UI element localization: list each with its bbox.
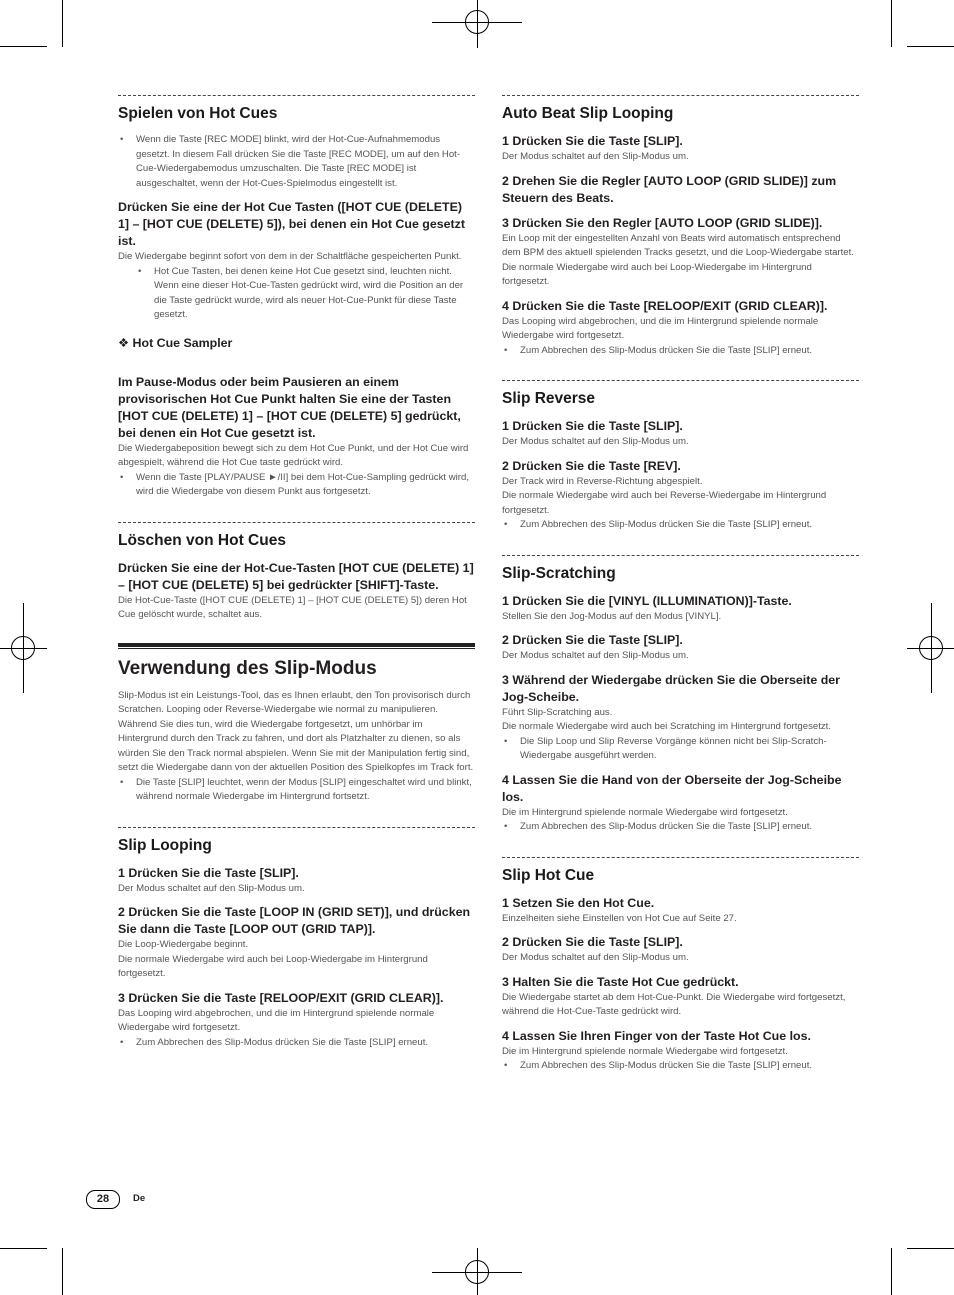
- section-heading-slip-scratching: Slip-Scratching: [502, 564, 616, 582]
- step-heading: Im Pause-Modus oder beim Pausieren an einem provisorischen Hot Cue Punkt halten Sie eine der Tasten [HOT CUE (DELETE) 1] – [HOT CUE (DELETE) 5] gedrückt, bei denen ein Hot Cue gesetzt ist.: [118, 374, 461, 440]
- right-column: [502, 93, 859, 1074]
- step-text: Stellen Sie den Jog-Modus auf den Modus [VINYL].: [502, 610, 722, 622]
- step-heading: 1 Drücken Sie die Taste [SLIP].: [118, 865, 299, 880]
- bullet-text: • Die Taste [SLIP] leuchtet, wenn der Modus [SLIP] eingeschaltet wird und blinkt, während normale Wiedergabe im Hintergrund fortsetzt.: [118, 776, 475, 805]
- step-text: Ein Loop mit der eingestellten Anzahl von Beats wird automatisch entsprechend dem BPM des aktuell spielenden Tracks gesetzt, und die Loop-Wiedergabe startet.: [502, 232, 854, 258]
- step-text: Führt Slip-Scratching aus.: [502, 706, 613, 718]
- step-heading: 1 Drücken Sie die [VINYL (ILLUMINATION)]-Taste.: [502, 593, 792, 608]
- registration-line: [931, 603, 932, 693]
- step-text: Das Looping wird abgebrochen, und die im Hintergrund spielende normale Wiedergabe wird fortgesetzt.: [502, 315, 819, 341]
- step-text: Die Loop-Wiedergabe beginnt.: [118, 939, 249, 950]
- step-text: Der Modus schaltet auf den Slip-Modus um.: [502, 436, 689, 447]
- step-heading: 4 Lassen Sie die Hand von der Oberseite der Jog-Scheibe los.: [502, 772, 842, 804]
- crop-mark: [0, 1248, 47, 1249]
- step-heading: 4 Drücken Sie die Taste [RELOOP/EXIT (GRID CLEAR)].: [502, 298, 828, 313]
- step-heading: 2 Drehen Sie die Regler [AUTO LOOP (GRID SLIDE)] zum Steuern des Beats.: [502, 173, 837, 205]
- step-text: Das Looping wird abgebrochen, und die im Hintergrund spielende normale Wiedergabe wird fortgesetzt.: [118, 1007, 435, 1033]
- step-heading: 4 Lassen Sie Ihren Finger von der Taste Hot Cue los.: [502, 1028, 811, 1043]
- subsection-heading-sampler: ❖ Hot Cue Sampler: [118, 335, 233, 350]
- bullet-text: • Wenn die Taste [PLAY/PAUSE ►/II] bei dem Hot-Cue-Sampling gedrückt wird, wird die Wiedergabe von diesem Punkt aus fortgesetzt.: [118, 471, 475, 500]
- crop-mark: [891, 1248, 892, 1295]
- section-heading-slip-hot-cue: Slip Hot Cue: [502, 866, 595, 884]
- step-text: Der Modus schaltet auf den Slip-Modus um.: [502, 952, 689, 963]
- bullet-text: • Zum Abbrechen des Slip-Modus drücken Sie die Taste [SLIP] erneut.: [502, 518, 859, 533]
- section-divider: [118, 95, 475, 96]
- step-text: Einzelheiten siehe Einstellen von Hot Cue auf Seite 27.: [502, 912, 737, 924]
- step-text: Die im Hintergrund spielende normale Wiedergabe wird fortgesetzt.: [502, 806, 788, 818]
- crop-mark: [62, 0, 63, 47]
- step-text: Die Hot-Cue-Taste ([HOT CUE (DELETE) 1] – [HOT CUE (DELETE) 5]) deren Hot Cue gelöscht wurde, schaltet aus.: [118, 594, 467, 620]
- step-text: Die normale Wiedergabe wird auch bei Reverse-Wiedergabe im Hintergrund fortgesetzt.: [502, 490, 827, 516]
- section-divider: [502, 857, 859, 858]
- step-heading: Drücken Sie eine der Hot Cue Tasten ([HOT CUE (DELETE) 1] – [HOT CUE (DELETE) 5]), bei denen ein Hot Cue gesetzt ist.: [118, 200, 465, 248]
- section-heading-hot-cues-play: Spielen von Hot Cues: [118, 105, 278, 122]
- section-divider: [502, 555, 859, 556]
- chapter-rule: [118, 643, 475, 649]
- section-heading-auto-beat: Auto Beat Slip Looping: [502, 105, 674, 122]
- step-text: Der Modus schaltet auf den Slip-Modus um.: [118, 882, 305, 894]
- step-heading: 1 Drücken Sie die Taste [SLIP].: [502, 134, 683, 148]
- step-heading: 2 Drücken Sie die Taste [SLIP].: [502, 935, 683, 949]
- step-heading: 3 Drücken Sie den Regler [AUTO LOOP (GRID SLIDE)].: [502, 215, 823, 230]
- bullet-text: • Zum Abbrechen des Slip-Modus drücken Sie die Taste [SLIP] erneut.: [502, 820, 859, 835]
- registration-line: [23, 603, 24, 693]
- section-heading-slip-reverse: Slip Reverse: [502, 390, 596, 407]
- step-heading: 3 Drücken Sie die Taste [RELOOP/EXIT (GRID CLEAR)].: [118, 990, 444, 1005]
- step-heading: 3 Halten Sie die Taste Hot Cue gedrückt.: [502, 974, 739, 989]
- bullet-text: • Wenn die Taste [REC MODE] blinkt, wird der Hot-Cue-Aufnahmemodus gesetzt. In diesem Fall drücken Sie die Taste [REC MODE], um auf den Hot-Cue-Wiedergabemodus umzuschalten. Die Taste [REC MODE] ist ausgeschaltet, wenn der Hot-Cues-Spielmodus eingestellt ist.: [118, 133, 475, 191]
- chapter-heading-slip-mode: Verwendung des Slip-Modus: [118, 657, 377, 679]
- crop-mark: [62, 1248, 63, 1295]
- section-divider: [502, 95, 859, 96]
- bullet-text: • Zum Abbrechen des Slip-Modus drücken Sie die Taste [SLIP] erneut.: [502, 1059, 859, 1074]
- registration-line: [477, 0, 478, 48]
- crop-mark: [907, 46, 954, 47]
- crop-mark: [907, 1248, 954, 1249]
- page-number: 28: [86, 1190, 120, 1209]
- registration-line: [477, 1248, 478, 1295]
- step-heading: 2 Drücken Sie die Taste [SLIP].: [502, 633, 683, 647]
- step-text: Der Track wird in Reverse-Richtung abgespielt.: [502, 475, 703, 487]
- step-text: Die Wiedergabeposition bewegt sich zu dem Hot Cue Punkt, und der Hot Cue wird abgespielt, während die Hot Cue taste gedrückt wird.: [118, 442, 469, 468]
- step-text: Der Modus schaltet auf den Slip-Modus um.: [502, 151, 689, 162]
- step-text: Der Modus schaltet auf den Slip-Modus um.: [502, 650, 689, 661]
- section-divider: [118, 827, 475, 828]
- step-heading: 1 Setzen Sie den Hot Cue.: [502, 895, 655, 910]
- step-heading: 1 Drücken Sie die Taste [SLIP].: [502, 419, 683, 433]
- step-heading: Drücken Sie eine der Hot-Cue-Tasten [HOT CUE (DELETE) 1] – [HOT CUE (DELETE) 5] bei gedrückter [SHIFT]-Taste.: [118, 560, 474, 592]
- bullet-text: • Die Slip Loop und Slip Reverse Vorgänge können nicht bei Slip-Scratch-Wiedergabe ausgeführt werden.: [502, 735, 859, 764]
- bullet-text: • Zum Abbrechen des Slip-Modus drücken Sie die Taste [SLIP] erneut.: [118, 1036, 475, 1051]
- step-text: Die Wiedergabe startet ab dem Hot-Cue-Punkt. Die Wiedergabe wird fortgesetzt, während die Hot-Cue-Taste gedrückt wird.: [502, 991, 846, 1017]
- left-column: [118, 93, 475, 1050]
- step-heading: 3 Während der Wiedergabe drücken Sie die Oberseite der Jog-Scheibe.: [502, 672, 840, 704]
- language-code: De: [133, 1193, 146, 1204]
- crop-mark: [0, 46, 47, 47]
- section-heading-hot-cues-delete: Löschen von Hot Cues: [118, 531, 286, 549]
- intro-text: Slip-Modus ist ein Leistungs-Tool, das es Ihnen erlaubt, den Ton provisorisch durch Scratchen. Looping oder Reverse-Wiedergabe wie normal zu manipulieren. Während Sie dies tun, wird die Wiedergabe fortgesetzt, um unhörbar im Hintergrund durch den Track zu fahren, und dort als Platzhalter zu dienen, so als würden Sie den Track normal abspielen. Wenn Sie mit der Manipulation fertig sind, setzt die Wiedergabe dann von der aktuellen Position des Spielkopfes im Track fort.: [118, 689, 474, 773]
- crop-mark: [891, 0, 892, 47]
- step-heading: 2 Drücken Sie die Taste [REV].: [502, 458, 681, 473]
- step-heading: 2 Drücken Sie die Taste [LOOP IN (GRID SET)], und drücken Sie dann die Taste [LOOP OUT (GRID TAP)].: [118, 905, 471, 936]
- section-divider: [118, 522, 475, 523]
- step-text: Die Wiedergabe beginnt sofort von dem in der Schaltfläche gespeicherten Punkt.: [118, 251, 462, 262]
- step-text: Die normale Wiedergabe wird auch bei Loop-Wiedergabe im Hintergrund fortgesetzt.: [118, 953, 428, 979]
- bullet-text: • Zum Abbrechen des Slip-Modus drücken Sie die Taste [SLIP] erneut.: [502, 344, 859, 359]
- bullet-text: • Hot Cue Tasten, bei denen keine Hot Cue gesetzt sind, leuchten nicht. Wenn eine dieser Hot-Cue-Tasten gedrückt wird, wird die Position an der die Taste gedrückt wurde, wird als neuer Hot-Cue-Punkt für diese Taste gesetzt.: [118, 265, 475, 323]
- section-divider: [502, 380, 859, 381]
- step-text: Die normale Wiedergabe wird auch bei Loop-Wiedergabe im Hintergrund fortgesetzt.: [502, 261, 812, 287]
- step-text: Die normale Wiedergabe wird auch bei Scratching im Hintergrund fortgesetzt.: [502, 721, 832, 732]
- section-heading-slip-looping: Slip Looping: [118, 836, 212, 854]
- step-text: Die im Hintergrund spielende normale Wiedergabe wird fortgesetzt.: [502, 1045, 788, 1057]
